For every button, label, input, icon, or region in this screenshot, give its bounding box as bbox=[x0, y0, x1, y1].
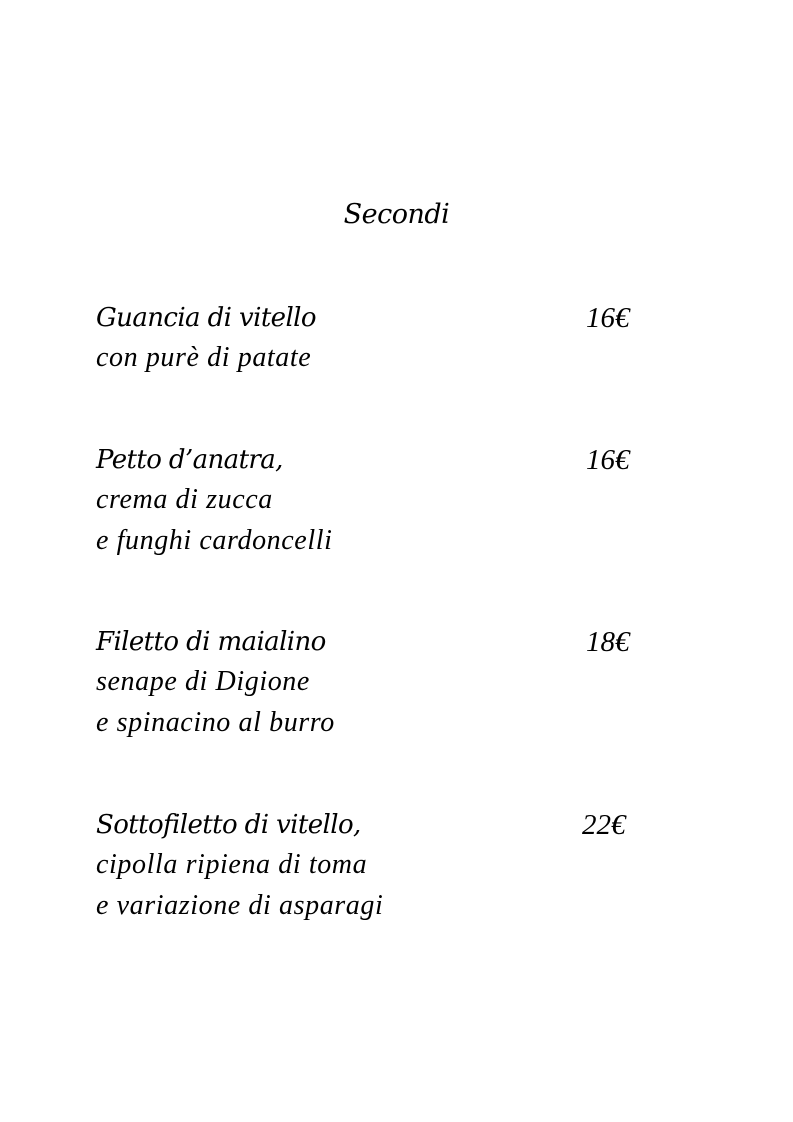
dish-description-line: e funghi cardoncelli bbox=[96, 524, 333, 556]
dish-description-line: e variazione di asparagi bbox=[96, 889, 384, 921]
dish-name: Guancia di vitello bbox=[96, 303, 316, 333]
dish-description bbox=[96, 338, 656, 379]
dish-description-line: cipolla ripiena di toma bbox=[96, 849, 368, 880]
menu-section-title: Secondi bbox=[343, 199, 450, 230]
dish-name: Filetto di maialino bbox=[96, 627, 326, 657]
menu-item bbox=[96, 805, 656, 926]
dish-price: 16€ bbox=[586, 302, 630, 334]
dish-price: 16€ bbox=[586, 444, 630, 476]
dish-description bbox=[96, 845, 656, 926]
menu-item bbox=[96, 622, 656, 743]
dish-description-line: con purè di patate bbox=[96, 342, 312, 373]
dish-name: Petto d’anatra, bbox=[96, 445, 283, 475]
dish-description-line: e spinacino al burro bbox=[96, 706, 335, 738]
menu-item bbox=[96, 440, 656, 561]
dish-description-line: crema di zucca bbox=[96, 484, 273, 515]
dish-description bbox=[96, 662, 656, 743]
dish-name: Sottofiletto di vitello, bbox=[96, 810, 361, 840]
dish-description bbox=[96, 480, 656, 561]
dish-price: 18€ bbox=[586, 626, 630, 658]
dish-description-line: senape di Digione bbox=[96, 666, 310, 697]
dish-price: 22€ bbox=[582, 809, 626, 841]
menu-item bbox=[96, 298, 656, 379]
